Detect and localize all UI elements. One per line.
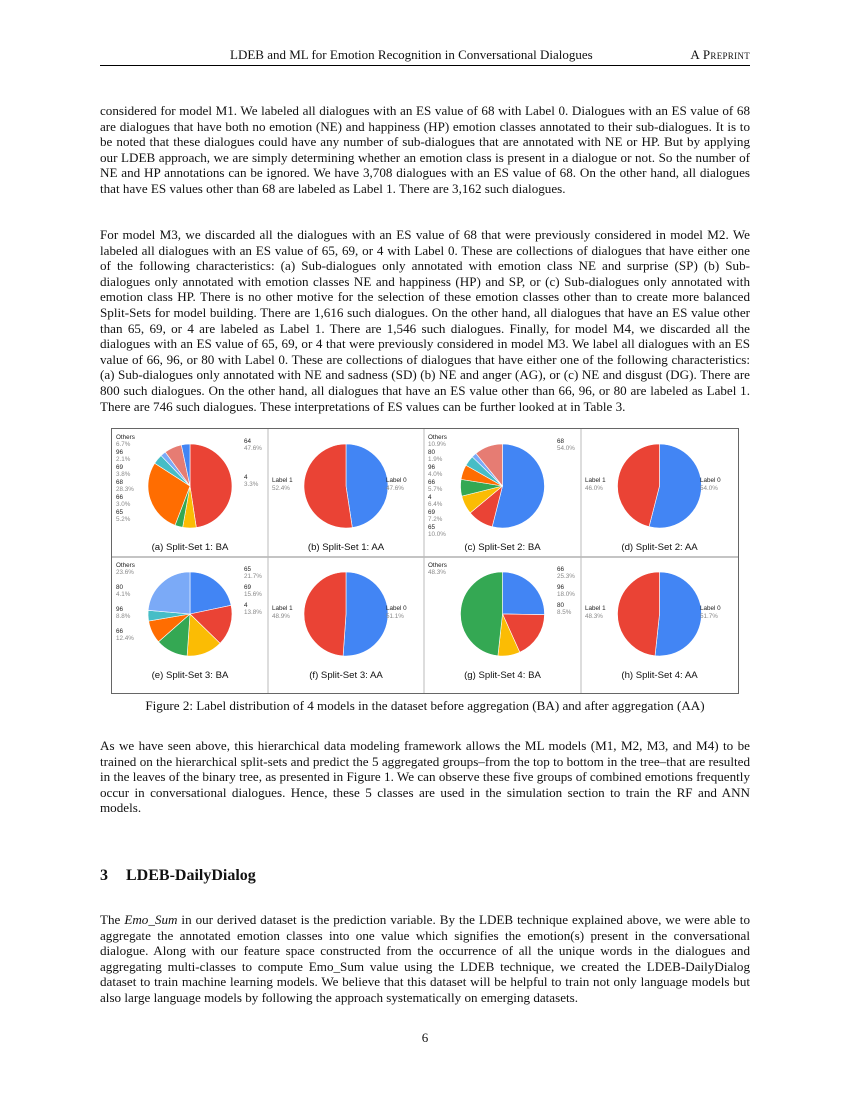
emo-sum-term: Emo_Sum [124, 912, 178, 927]
slice-pct: 15.6% [244, 591, 262, 598]
slice-label: Others [428, 562, 447, 569]
slice-label: 96 [116, 606, 124, 613]
slice-label: 66 [557, 566, 565, 573]
slice-label: 69 [428, 509, 436, 516]
slice-pct: 5.7% [428, 486, 443, 493]
subfigure-title: (e) Split-Set 3: BA [151, 670, 229, 681]
pie-panel [461, 444, 545, 528]
slice-pct: 21.7% [244, 573, 262, 580]
pie-slice [304, 444, 352, 528]
slice-pct: 54.0% [700, 485, 718, 492]
slice-pct: 47.6% [244, 445, 262, 452]
slice-pct: 18.0% [557, 591, 575, 598]
paragraph-4-prefix: The [100, 912, 125, 927]
slice-label: Label 1 [585, 477, 606, 484]
pie-slice [618, 572, 660, 656]
slice-pct: 54.0% [557, 445, 575, 452]
slice-label: 80 [428, 449, 436, 456]
slice-label: 68 [557, 438, 565, 445]
pie-panel [304, 444, 388, 528]
pie-slice [655, 572, 701, 656]
header-tag: A Preprint [690, 47, 750, 62]
slice-pct: 10.9% [428, 441, 446, 448]
slice-pct: 48.9% [272, 613, 290, 620]
figure-caption: Figure 2: Label distribution of 4 models in the dataset before aggregation (BA) and after aggregation (AA) [145, 698, 705, 713]
pie-slice [346, 444, 388, 528]
slice-pct: 4.0% [428, 471, 443, 478]
slice-pct: 28.3% [116, 486, 134, 493]
slice-label: 64 [244, 438, 252, 445]
subfigure-title: (f) Split-Set 3: AA [309, 670, 383, 681]
section-title: LDEB-DailyDialog [126, 867, 256, 884]
slice-label: 4 [244, 602, 248, 609]
pie-panel [148, 572, 232, 656]
slice-pct: 10.0% [428, 531, 446, 538]
section-heading [100, 867, 256, 885]
slice-label: 66 [116, 494, 124, 501]
pie-panel [618, 572, 702, 656]
slice-pct: 12.4% [116, 635, 134, 642]
slice-pct: 6.7% [116, 441, 131, 448]
slice-label: Label 0 [700, 605, 721, 612]
subfigure-title: (b) Split-Set 1: AA [307, 542, 385, 553]
slice-label: 80 [116, 584, 124, 591]
paragraph-3: As we have seen above, this hierarchical data modeling framework allows the ML models (M1, M2, M3, and M4) to be trained on the hierarchical split-sets and predict the 5 aggregated groups–from the top to bottom in the tree–that are resulted in the leaves of the binary tree, as presented in Figure 1. We can observe these five groups of combined emotions frequently occur in conversational dialogues. Hence, these 5 classes are used in the simulation section to train the RF and ANN models. [100, 738, 750, 816]
slice-label: 65 [244, 566, 252, 573]
subfigure-title: (g) Split-Set 4: BA [464, 670, 541, 681]
slice-pct: 46.0% [585, 485, 603, 492]
paragraph-4 [100, 912, 750, 1006]
slice-pct: 3.0% [116, 501, 131, 508]
pie-slice [190, 444, 232, 528]
pie-panel [148, 444, 232, 528]
pie-slice [503, 572, 545, 615]
slice-pct: 2.1% [116, 456, 131, 463]
slice-label: Others [116, 562, 135, 569]
slice-label: 66 [428, 479, 436, 486]
figure-2-pies [112, 429, 738, 693]
figure-2 [111, 428, 739, 694]
slice-label: 68 [116, 479, 124, 486]
paragraph-1: considered for model M1. We labeled all dialogues with an ES value of 68 with Label 0. Dialogues with an ES value of 68 are dialogues that have both no emotion (NE) and happiness (HP) emotion classes annotated to their sub-dialogues. It is to be noted that these dialogues could have any number of sub-dialogues that are annotated with NE or HP. But by applying our LDEB approach, we are simply determining whether an emotion class is present in a dialogue or not. So the number of NE and HP annotations can be ignored. We have 3,708 dialogues with an ES value of 68. On the other hand, all dialogues that have ES values other than 68 are labeled as Label 1. There are 3,162 such dialogues. [100, 103, 750, 196]
slice-pct: 5.2% [116, 516, 131, 523]
running-header [100, 47, 750, 65]
slice-label: Others [116, 434, 135, 441]
slice-pct: 51.7% [700, 613, 718, 620]
subfigure-title: (c) Split-Set 2: BA [464, 542, 541, 553]
paragraph-2: For model M3, we discarded all the dialogues with an ES value of 68 that were previously considered in model M2. We labeled all dialogues with an ES value of 65, 69, or 4 with Label 0. These are collections of dialogues that have either one of the following characteristics: (a) Sub-dialogues only annotated with emotion class NE and surprise (SP) (b) Sub-dialogues only annotated with emotion classes NE and happiness (HP) and SP, or (c) Sub-dialogues only annotated with emotion class HP. There is no other motive for the selection of these emotion classes other than to create more balanced Split-Sets for model building. There are 1,616 such dialogues. On the other hand, all dialogues that have an ES value other than 65, 69, or 4 are labeled as Label 1. There are 1,546 such dialogues. Finally, for model M4, we discarded all the dialogues with an ES value of 65, 69, or 4 that were previously considered in model M3. We label all dialogues with an ES value of 66, 96, or 80 with Label 0. These are collections of dialogues that have either one of the following characteristics: (a) Sub-dialogues only annotated with NE and sadness (SD) (b) NE and anger (AG), or (c) NE and disgust (DG). There are 800 such dialogues. On the other hand, all dialogues that have an ES value other than 66, 96, or 80 are labeled as Label 1. There are 746 such dialogues. These interpretations of ES values can be further looked at in Table 3. [100, 227, 750, 414]
slice-pct: 48.3% [428, 569, 446, 576]
slice-label: 4 [244, 474, 248, 481]
section-number: 3 [100, 867, 108, 884]
slice-label: Label 0 [386, 605, 407, 612]
slice-label: Label 1 [585, 605, 606, 612]
slice-label: 69 [244, 584, 252, 591]
pie-slice [304, 572, 346, 656]
slice-pct: 23.6% [116, 569, 134, 576]
slice-label: 96 [557, 584, 565, 591]
slice-label: 80 [557, 602, 565, 609]
slice-label: 96 [116, 449, 124, 456]
subfigure-title: (h) Split-Set 4: AA [621, 670, 698, 681]
slice-label: 4 [428, 494, 432, 501]
slice-pct: 52.4% [272, 485, 290, 492]
pie-slice [148, 572, 190, 614]
subfigure-title: (a) Split-Set 1: BA [151, 542, 229, 553]
subfigure-title: (d) Split-Set 2: AA [621, 542, 698, 553]
slice-label: Label 1 [272, 477, 293, 484]
page-number: 6 [421, 1030, 429, 1045]
slice-pct: 4.1% [116, 591, 131, 598]
pie-slice [460, 572, 502, 656]
slice-pct: 13.8% [244, 609, 262, 616]
header-rule [100, 65, 750, 66]
slice-pct: 48.3% [585, 613, 603, 620]
slice-pct: 8.5% [557, 609, 572, 616]
slice-label: 96 [428, 464, 436, 471]
slice-pct: 1.9% [428, 456, 443, 463]
pie-panel [618, 444, 702, 528]
slice-label: Label 0 [386, 477, 407, 484]
slice-pct: 47.6% [386, 485, 404, 492]
slice-pct: 3.3% [244, 481, 259, 488]
pie-slice [343, 572, 388, 656]
slice-pct: 25.3% [557, 573, 575, 580]
slice-label: 66 [116, 628, 124, 635]
slice-label: Label 1 [272, 605, 293, 612]
slice-label: 69 [116, 464, 124, 471]
slice-pct: 6.4% [428, 501, 443, 508]
slice-label: 65 [428, 524, 436, 531]
paragraph-4-body: in our derived dataset is the prediction variable. By the LDEB technique explained above, we were able to aggregate the annotated emotion classes into one value which signifies the emotion(s) present in the conversational dialogue. Along with our feature space constructed from the occurrence of all the unique words in the dialogues and aggregating multi-classes to compute Emo_Sum value using the LDEB technique, we created the LDEB-DailyDialog dataset to train machine learning models. We believe that this dataset will be helpful to train not only language models but also large language models by following the approach systematically on emerging datasets. [100, 912, 750, 1005]
slice-pct: 8.8% [116, 613, 131, 620]
pie-panel [304, 572, 388, 656]
slice-pct: 3.8% [116, 471, 131, 478]
header-title: LDEB and ML for Emotion Recognition in Conversational Dialogues [230, 47, 593, 62]
slice-pct: 51.1% [386, 613, 404, 620]
slice-pct: 7.2% [428, 516, 443, 523]
slice-label: Others [428, 434, 447, 441]
slice-label: Label 0 [700, 477, 721, 484]
pie-panel [460, 572, 544, 656]
slice-label: 65 [116, 509, 124, 516]
